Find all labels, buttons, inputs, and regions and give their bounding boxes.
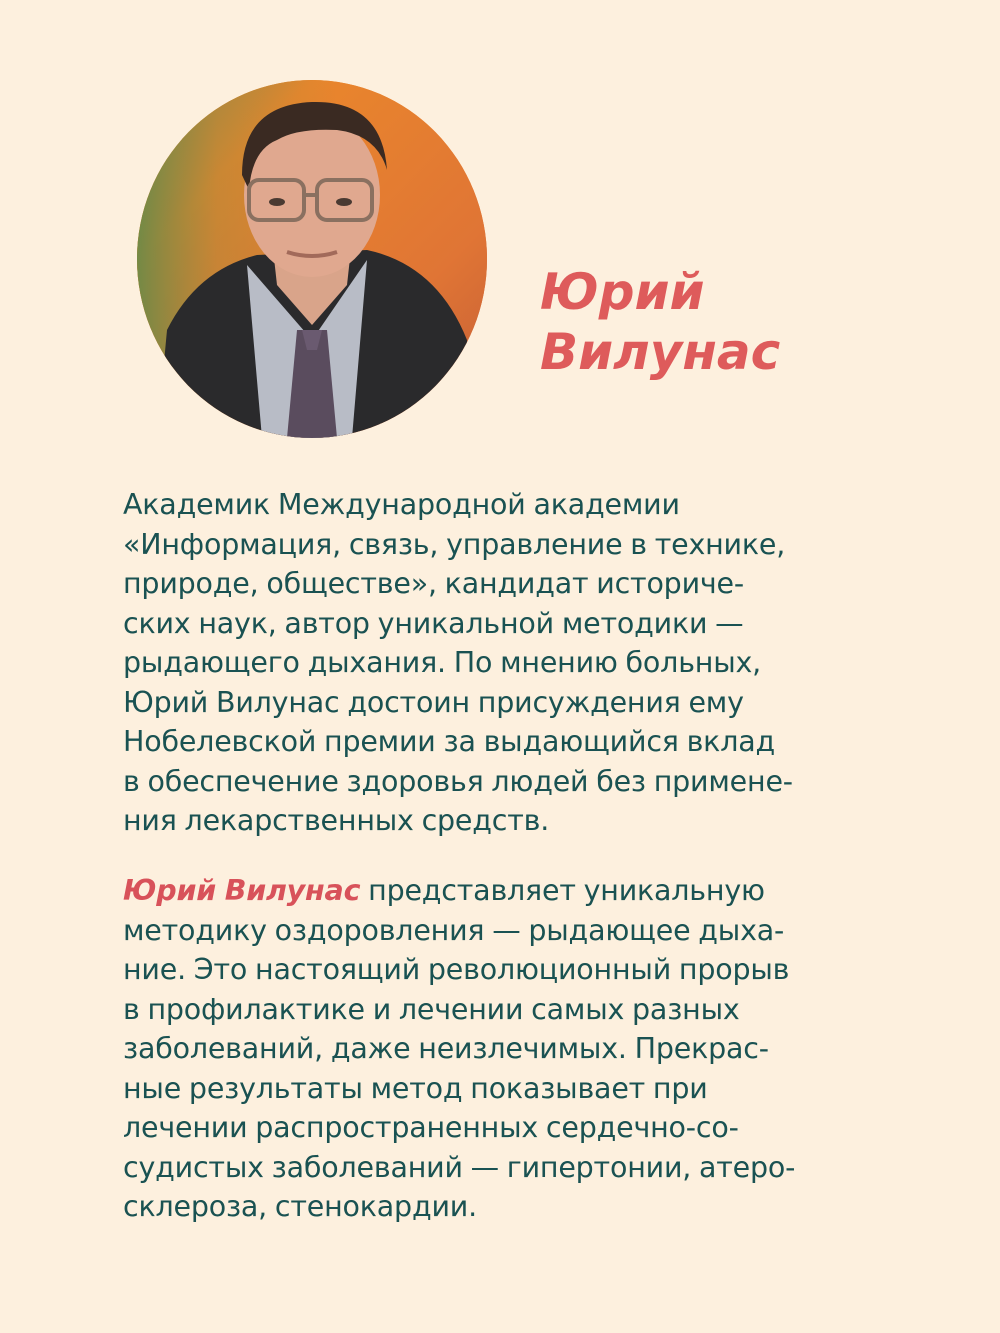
text-line: ния лекарственных средств. (123, 804, 550, 837)
text-line: лечении распространенных сердечно-со- (123, 1111, 739, 1144)
text-line: Юрий Вилунас достоин присуждения ему (123, 685, 744, 719)
text-line: «Информация, связь, управление в технике, (123, 527, 786, 561)
text-line: склероза, стенокардии. (123, 1190, 477, 1223)
method-paragraph (123, 871, 923, 1227)
bio-paragraph (123, 485, 923, 841)
name-last: Вилунас (540, 323, 781, 381)
person-name (540, 262, 960, 382)
portrait-photo (137, 80, 487, 438)
text-line: заболеваний, даже неизлечимых. Прекрас- (123, 1032, 769, 1065)
text-line: ные результаты метод показывает при (123, 1071, 708, 1105)
highlighted-name: Юрий Вилунас (123, 874, 361, 907)
text-line: природе, обществе», кандидат историче- (123, 567, 744, 600)
text-line: рыдающего дыхания. По мнению больных, (123, 646, 762, 679)
text-line: ние. Это настоящий революционный прорыв (123, 953, 790, 986)
text-line: Академик Международной академии (123, 488, 680, 521)
text-line: в обеспечение здоровья людей без примене- (123, 764, 793, 798)
text-segment: представляет уникальную (360, 874, 765, 907)
text-line: судистых заболеваний — гипертонии, атеро- (123, 1150, 796, 1184)
text-line: Нобелевской премии за выдающийся вклад (123, 725, 775, 758)
name-first: Юрий (540, 263, 705, 321)
text-line: методику оздоровления — рыдающее дыха- (123, 913, 785, 947)
text-line: в профилактике и лечении самых разных (123, 992, 740, 1026)
text-line: ских наук, автор уникальной методики — (123, 606, 744, 640)
text-line (123, 871, 923, 911)
